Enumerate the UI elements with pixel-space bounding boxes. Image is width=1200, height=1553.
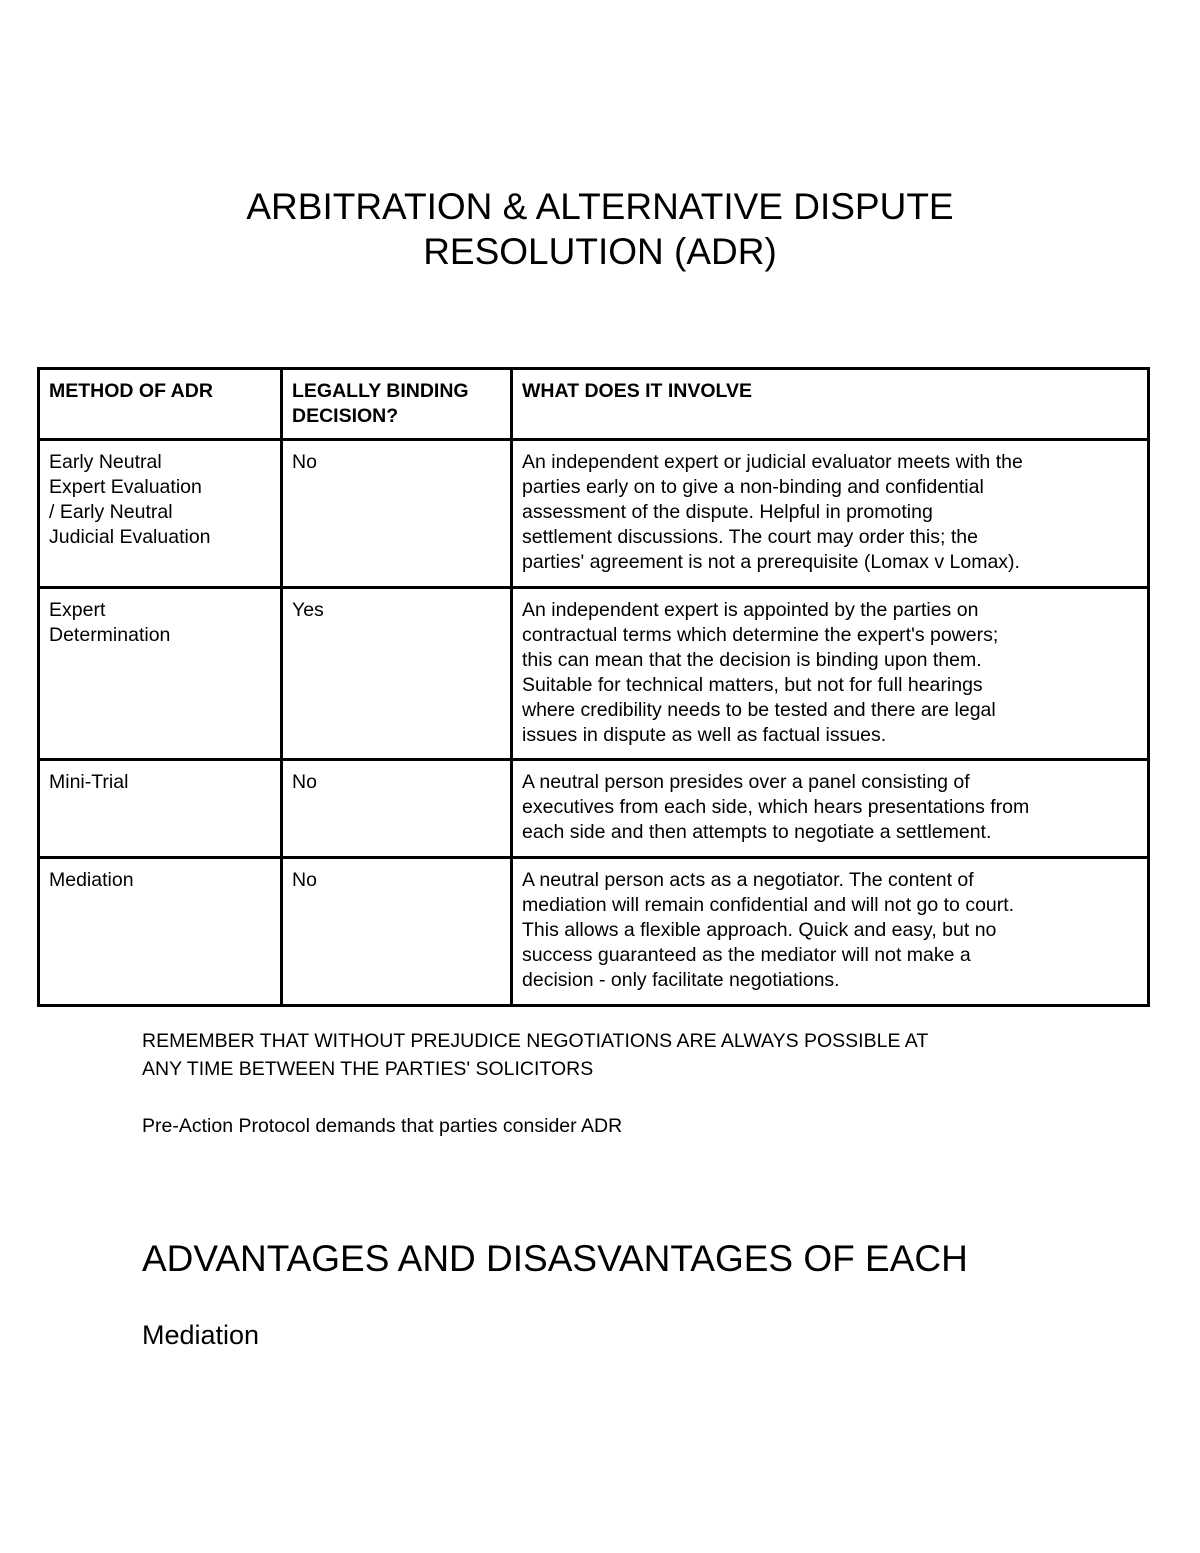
cell-binding: No bbox=[282, 760, 512, 858]
document-title bbox=[0, 184, 1200, 274]
cell-involves: An independent expert is appointed by the parties on contractual terms which determine the expert's powers; this can mean that the decision is binding upon them. Suitable for technical matters, but not for full hearings where credibility needs to be tested and there are legal issues in dispute as well as factual issues. bbox=[512, 588, 1149, 760]
table-row bbox=[39, 858, 1149, 1006]
adr-methods-table bbox=[37, 367, 1150, 1007]
cell-involves: An independent expert or judicial evaluator meets with the parties early on to give a non-binding and confidential assessment of the dispute. Helpful in promoting settlement discussions. The court may order this; the parties' agreement is not a prerequisite (Lomax v Lomax). bbox=[512, 440, 1149, 588]
cell-method: Expert Determination bbox=[39, 588, 282, 760]
header-involves: WHAT DOES IT INVOLVE bbox=[512, 369, 1149, 440]
table-row bbox=[39, 440, 1149, 588]
header-binding: LEGALLY BINDING DECISION? bbox=[282, 369, 512, 440]
table-row bbox=[39, 588, 1149, 760]
cell-method: Early Neutral Expert Evaluation / Early Neutral Judicial Evaluation bbox=[39, 440, 282, 588]
table-header-row bbox=[39, 369, 1149, 440]
cell-method: Mini-Trial bbox=[39, 760, 282, 858]
mediation-subheading: Mediation bbox=[142, 1320, 260, 1350]
cell-method: Mediation bbox=[39, 858, 282, 1006]
cell-binding: No bbox=[282, 858, 512, 1006]
cell-involves: A neutral person presides over a panel consisting of executives from each side, which hears presentations from each side and then attempts to negotiate a settlement. bbox=[512, 760, 1149, 858]
protocol-note: Pre-Action Protocol demands that parties consider ADR bbox=[142, 1115, 623, 1137]
reminder-note: REMEMBER THAT WITHOUT PREJUDICE NEGOTIATIONS ARE ALWAYS POSSIBLE AT ANY TIME BETWEEN THE PARTIES' SOLICITORS bbox=[142, 1030, 929, 1080]
advantages-heading: ADVANTAGES AND DISASVANTAGES OF EACH bbox=[142, 1238, 968, 1279]
cell-binding: No bbox=[282, 440, 512, 588]
cell-involves: A neutral person acts as a negotiator. The content of mediation will remain confidential and will not go to court. This allows a flexible approach. Quick and easy, but no success guaranteed as the mediator will not make a decision - only facilitate negotiations. bbox=[512, 858, 1149, 1006]
title-line-2: RESOLUTION (ADR) bbox=[423, 231, 777, 272]
title-line-1: ARBITRATION & ALTERNATIVE DISPUTE bbox=[246, 186, 954, 227]
table-row bbox=[39, 760, 1149, 858]
header-method: METHOD OF ADR bbox=[39, 369, 282, 440]
cell-binding: Yes bbox=[282, 588, 512, 760]
